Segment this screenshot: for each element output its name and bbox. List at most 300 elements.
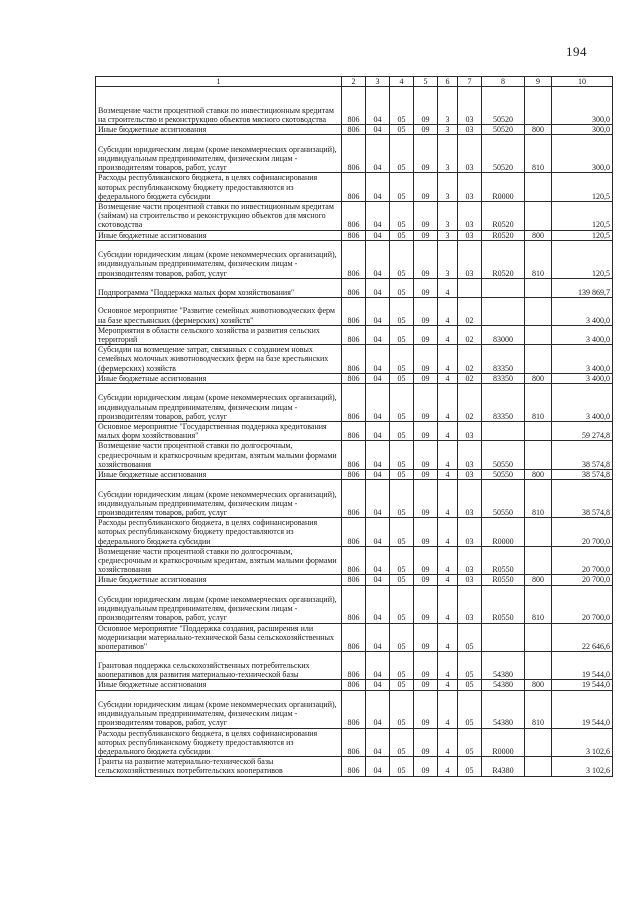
code-subsection: 05: [390, 690, 414, 728]
table-row: [96, 690, 613, 728]
code-subprogram: 4: [438, 757, 458, 776]
row-amount: 300,0: [552, 125, 613, 135]
code-direction: R0000: [482, 728, 525, 757]
table-row: [96, 480, 613, 518]
column-header: 9: [525, 77, 552, 87]
code-section: 04: [366, 690, 390, 728]
column-header: 3: [366, 77, 390, 87]
code-expense-type: [525, 422, 552, 441]
code-section: 04: [366, 422, 390, 441]
code-direction: 54380: [482, 690, 525, 728]
code-expense-type: [525, 173, 552, 202]
code-section: 04: [366, 135, 390, 173]
code-ministry: 806: [342, 575, 366, 585]
code-section: 04: [366, 441, 390, 470]
code-subprogram: 3: [438, 230, 458, 240]
code-subsection: 05: [390, 278, 414, 297]
table-row: [96, 230, 613, 240]
code-program: 09: [414, 325, 438, 344]
code-subprogram: 4: [438, 278, 458, 297]
code-event: 05: [458, 623, 482, 652]
column-header: 1: [96, 77, 342, 87]
row-amount: 300,0: [552, 87, 613, 125]
code-subsection: 05: [390, 585, 414, 623]
row-amount: 300,0: [552, 135, 613, 173]
code-subprogram: 4: [438, 623, 458, 652]
code-section: 04: [366, 757, 390, 776]
code-program: 09: [414, 652, 438, 680]
code-program: 09: [414, 230, 438, 240]
code-expense-type: 800: [525, 680, 552, 690]
code-ministry: 806: [342, 585, 366, 623]
code-program: 09: [414, 585, 438, 623]
table-row: [96, 546, 613, 575]
code-program: 09: [414, 373, 438, 383]
code-event: 02: [458, 297, 482, 325]
code-subsection: 05: [390, 652, 414, 680]
table-row: [96, 384, 613, 422]
table-row: [96, 422, 613, 441]
row-description: Расходы республиканского бюджета, в целях софинансирования которых республиканскому бюджету предоставляются из федерального бюджета субсидии: [96, 728, 342, 757]
row-amount: 20 700,0: [552, 518, 613, 547]
code-ministry: 806: [342, 297, 366, 325]
code-event: 02: [458, 325, 482, 344]
code-ministry: 806: [342, 728, 366, 757]
code-ministry: 806: [342, 546, 366, 575]
code-subsection: 05: [390, 297, 414, 325]
code-ministry: 806: [342, 345, 366, 374]
code-subsection: 05: [390, 575, 414, 585]
code-subprogram: 4: [438, 345, 458, 374]
code-ministry: 806: [342, 652, 366, 680]
code-ministry: 806: [342, 135, 366, 173]
code-event: 03: [458, 441, 482, 470]
code-subsection: 05: [390, 202, 414, 231]
table-row: [96, 757, 613, 776]
code-expense-type: [525, 546, 552, 575]
code-program: 09: [414, 384, 438, 422]
row-amount: 19 544,0: [552, 680, 613, 690]
code-subprogram: 4: [438, 652, 458, 680]
row-description: Основное мероприятие "Государственная поддержка кредитования малых форм хозяйствования": [96, 422, 342, 441]
table-row: [96, 652, 613, 680]
code-subsection: 05: [390, 230, 414, 240]
code-subprogram: 4: [438, 470, 458, 480]
code-event: 05: [458, 680, 482, 690]
code-event: 05: [458, 757, 482, 776]
code-program: 09: [414, 518, 438, 547]
row-description: Мероприятия в области сельского хозяйства и развития сельских территорий: [96, 325, 342, 344]
code-program: 09: [414, 480, 438, 518]
row-description: Субсидии юридическим лицам (кроме некоммерческих организаций), индивидуальным предпринимателям, физическим лицам - производителям товаров, работ, услуг: [96, 480, 342, 518]
code-ministry: 806: [342, 441, 366, 470]
code-section: 04: [366, 470, 390, 480]
code-expense-type: [525, 325, 552, 344]
code-event: 02: [458, 384, 482, 422]
row-amount: 19 544,0: [552, 652, 613, 680]
row-description: Субсидии на возмещение затрат, связанных с созданием новых семейных молочных животноводческих ферм на базе крестьянских (фермерских) хозяйств: [96, 345, 342, 374]
table-row: [96, 441, 613, 470]
table-header-row: [96, 77, 613, 87]
code-ministry: 806: [342, 373, 366, 383]
code-subprogram: 4: [438, 373, 458, 383]
code-section: 04: [366, 546, 390, 575]
code-expense-type: [525, 652, 552, 680]
code-subprogram: 4: [438, 546, 458, 575]
code-subsection: 05: [390, 240, 414, 278]
code-subprogram: 4: [438, 585, 458, 623]
code-expense-type: 800: [525, 470, 552, 480]
code-expense-type: 800: [525, 575, 552, 585]
row-amount: 3 400,0: [552, 325, 613, 344]
code-subsection: 05: [390, 680, 414, 690]
code-direction: R4380: [482, 757, 525, 776]
code-subprogram: 4: [438, 325, 458, 344]
code-expense-type: [525, 623, 552, 652]
row-amount: 20 700,0: [552, 575, 613, 585]
code-section: 04: [366, 623, 390, 652]
code-expense-type: 810: [525, 480, 552, 518]
column-header: 8: [482, 77, 525, 87]
code-program: 09: [414, 546, 438, 575]
code-ministry: 806: [342, 680, 366, 690]
table-row: [96, 173, 613, 202]
code-section: 04: [366, 87, 390, 125]
code-subprogram: 4: [438, 384, 458, 422]
row-description: Иные бюджетные ассигнования: [96, 470, 342, 480]
code-expense-type: 800: [525, 373, 552, 383]
code-subsection: 05: [390, 373, 414, 383]
code-program: 09: [414, 202, 438, 231]
code-ministry: 806: [342, 325, 366, 344]
row-amount: 3 400,0: [552, 345, 613, 374]
code-event: 03: [458, 518, 482, 547]
code-section: 04: [366, 575, 390, 585]
code-subprogram: 4: [438, 728, 458, 757]
code-section: 04: [366, 230, 390, 240]
code-subsection: 05: [390, 757, 414, 776]
budget-table: [95, 76, 613, 777]
code-section: 04: [366, 373, 390, 383]
code-subsection: 05: [390, 325, 414, 344]
row-amount: 3 102,6: [552, 757, 613, 776]
code-direction: 83000: [482, 325, 525, 344]
code-direction: 50520: [482, 87, 525, 125]
code-section: 04: [366, 202, 390, 231]
row-description: Возмещение части процентной ставки по долгосрочным, среднесрочным и краткосрочным кредитам, взятым малыми формами хозяйствования: [96, 546, 342, 575]
row-description: Гранты на развитие материально-технической базы сельскохозяйственных потребительских кооперативов: [96, 757, 342, 776]
code-expense-type: [525, 757, 552, 776]
code-subprogram: 4: [438, 690, 458, 728]
code-event: 03: [458, 125, 482, 135]
code-section: 04: [366, 240, 390, 278]
code-ministry: 806: [342, 422, 366, 441]
table-row: [96, 575, 613, 585]
row-description: Субсидии юридическим лицам (кроме некоммерческих организаций), индивидуальным предпринимателям, физическим лицам - производителям товаров, работ, услуг: [96, 690, 342, 728]
code-event: 03: [458, 135, 482, 173]
code-subsection: 05: [390, 173, 414, 202]
code-ministry: 806: [342, 278, 366, 297]
row-description: Субсидии юридическим лицам (кроме некоммерческих организаций), индивидуальным предпринимателям, физическим лицам - производителям товаров, работ, услуг: [96, 240, 342, 278]
row-description: Возмещение части процентной ставки по долгосрочным, среднесрочным и краткосрочным кредитам, взятым малыми формами хозяйствования: [96, 441, 342, 470]
code-event: 05: [458, 690, 482, 728]
code-event: 05: [458, 652, 482, 680]
row-description: Возмещение части процентной ставки по инвестиционным кредитам на строительство и реконструкцию объектов мясного скотоводства: [96, 87, 342, 125]
code-event: 02: [458, 373, 482, 383]
code-section: 04: [366, 652, 390, 680]
code-event: 03: [458, 87, 482, 125]
table-row: [96, 87, 613, 125]
table-row: [96, 585, 613, 623]
code-expense-type: [525, 345, 552, 374]
code-subprogram: 3: [438, 202, 458, 231]
row-description: Субсидии юридическим лицам (кроме некоммерческих организаций), индивидуальным предпринимателям, физическим лицам - производителям товаров, работ, услуг: [96, 585, 342, 623]
row-description: Субсидии юридическим лицам (кроме некоммерческих организаций), индивидуальным предпринимателям, физическим лицам - производителям товаров, работ, услуг: [96, 384, 342, 422]
code-ministry: 806: [342, 518, 366, 547]
table-row: [96, 278, 613, 297]
code-program: 09: [414, 125, 438, 135]
row-amount: 120,5: [552, 240, 613, 278]
row-amount: 3 400,0: [552, 373, 613, 383]
code-direction: 50550: [482, 441, 525, 470]
row-description: Основное мероприятие "Развитие семейных животноводческих ферм на базе крестьянских (фермерских) хозяйств": [96, 297, 342, 325]
code-event: 03: [458, 173, 482, 202]
code-event: 03: [458, 470, 482, 480]
table-row: [96, 240, 613, 278]
code-subprogram: 4: [438, 575, 458, 585]
code-direction: [482, 278, 525, 297]
code-event: 03: [458, 422, 482, 441]
code-subprogram: 4: [438, 518, 458, 547]
code-event: 03: [458, 202, 482, 231]
row-amount: 38 574,8: [552, 441, 613, 470]
code-expense-type: 800: [525, 230, 552, 240]
code-event: 02: [458, 345, 482, 374]
column-header: 7: [458, 77, 482, 87]
code-subsection: 05: [390, 470, 414, 480]
code-direction: [482, 297, 525, 325]
code-expense-type: [525, 87, 552, 125]
code-subsection: 05: [390, 125, 414, 135]
code-expense-type: 800: [525, 125, 552, 135]
code-subprogram: 4: [438, 480, 458, 518]
row-amount: 19 544,0: [552, 690, 613, 728]
code-direction: 83350: [482, 345, 525, 374]
table-row: [96, 325, 613, 344]
code-subprogram: 4: [438, 422, 458, 441]
code-program: 09: [414, 575, 438, 585]
column-header: 4: [390, 77, 414, 87]
row-amount: 120,5: [552, 202, 613, 231]
code-subprogram: 4: [438, 441, 458, 470]
table-row: [96, 135, 613, 173]
row-description: Иные бюджетные ассигнования: [96, 373, 342, 383]
table-row: [96, 470, 613, 480]
row-amount: 120,5: [552, 230, 613, 240]
code-event: 03: [458, 480, 482, 518]
code-program: 09: [414, 87, 438, 125]
code-subprogram: 4: [438, 680, 458, 690]
code-ministry: 806: [342, 173, 366, 202]
code-direction: 54380: [482, 652, 525, 680]
code-program: 09: [414, 470, 438, 480]
row-amount: 3 102,6: [552, 728, 613, 757]
code-direction: R0000: [482, 173, 525, 202]
code-program: 09: [414, 278, 438, 297]
code-program: 09: [414, 345, 438, 374]
table-row: [96, 297, 613, 325]
row-amount: 38 574,8: [552, 480, 613, 518]
table-row: [96, 680, 613, 690]
row-description: Иные бюджетные ассигнования: [96, 680, 342, 690]
code-direction: R0550: [482, 575, 525, 585]
code-subsection: 05: [390, 518, 414, 547]
column-header: 2: [342, 77, 366, 87]
table-row: [96, 623, 613, 652]
code-program: 09: [414, 757, 438, 776]
code-expense-type: [525, 441, 552, 470]
code-expense-type: [525, 278, 552, 297]
code-section: 04: [366, 173, 390, 202]
code-ministry: 806: [342, 230, 366, 240]
code-expense-type: [525, 202, 552, 231]
code-event: 03: [458, 240, 482, 278]
code-direction: R0000: [482, 518, 525, 547]
column-header: 5: [414, 77, 438, 87]
row-amount: 38 574,8: [552, 470, 613, 480]
code-subprogram: 3: [438, 135, 458, 173]
row-amount: 22 646,6: [552, 623, 613, 652]
code-subsection: 05: [390, 728, 414, 757]
code-ministry: 806: [342, 202, 366, 231]
code-subprogram: 3: [438, 173, 458, 202]
table-row: [96, 728, 613, 757]
code-ministry: 806: [342, 470, 366, 480]
row-amount: 139 869,7: [552, 278, 613, 297]
code-direction: 50550: [482, 470, 525, 480]
code-section: 04: [366, 728, 390, 757]
code-subsection: 05: [390, 384, 414, 422]
code-expense-type: 810: [525, 384, 552, 422]
table-row: [96, 518, 613, 547]
code-direction: R0520: [482, 240, 525, 278]
code-subprogram: 3: [438, 240, 458, 278]
code-expense-type: 810: [525, 690, 552, 728]
code-direction: [482, 422, 525, 441]
code-section: 04: [366, 518, 390, 547]
row-description: Грантовая поддержка сельскохозяйственных потребительских кооперативов для развития материально-технической базы: [96, 652, 342, 680]
table-row: [96, 125, 613, 135]
code-direction: 50520: [482, 125, 525, 135]
code-ministry: 806: [342, 240, 366, 278]
row-description: Расходы республиканского бюджета, в целях софинансирования которых республиканскому бюджету предоставляются из федерального бюджета субсидии: [96, 173, 342, 202]
code-subprogram: 3: [438, 125, 458, 135]
code-subsection: 05: [390, 345, 414, 374]
code-program: 09: [414, 690, 438, 728]
code-subsection: 05: [390, 441, 414, 470]
row-amount: 20 700,0: [552, 546, 613, 575]
code-ministry: 806: [342, 757, 366, 776]
code-program: 09: [414, 173, 438, 202]
code-direction: 83350: [482, 384, 525, 422]
code-subprogram: 4: [438, 297, 458, 325]
code-section: 04: [366, 297, 390, 325]
code-program: 09: [414, 680, 438, 690]
code-subsection: 05: [390, 87, 414, 125]
code-expense-type: [525, 728, 552, 757]
code-program: 09: [414, 728, 438, 757]
code-expense-type: 810: [525, 585, 552, 623]
code-event: 05: [458, 728, 482, 757]
code-direction: R0520: [482, 230, 525, 240]
code-subsection: 05: [390, 135, 414, 173]
code-expense-type: 810: [525, 240, 552, 278]
row-amount: 20 700,0: [552, 585, 613, 623]
code-ministry: 806: [342, 480, 366, 518]
code-event: 03: [458, 585, 482, 623]
page-number: 194: [566, 44, 587, 59]
code-subsection: 05: [390, 480, 414, 518]
code-event: 03: [458, 575, 482, 585]
code-section: 04: [366, 278, 390, 297]
code-subsection: 05: [390, 623, 414, 652]
table-row: [96, 373, 613, 383]
code-direction: [482, 623, 525, 652]
row-amount: 120,5: [552, 173, 613, 202]
code-program: 09: [414, 135, 438, 173]
code-subsection: 05: [390, 546, 414, 575]
column-header: 6: [438, 77, 458, 87]
code-section: 04: [366, 480, 390, 518]
code-section: 04: [366, 325, 390, 344]
code-program: 09: [414, 422, 438, 441]
code-direction: 50550: [482, 480, 525, 518]
code-ministry: 806: [342, 690, 366, 728]
code-section: 04: [366, 384, 390, 422]
code-section: 04: [366, 585, 390, 623]
row-description: Возмещение части процентной ставки по инвестиционным кредитам (займам) на строительство и реконструкцию объектов для мясного скотоводства: [96, 202, 342, 231]
column-header: 10: [552, 77, 613, 87]
row-amount: 3 400,0: [552, 384, 613, 422]
code-ministry: 806: [342, 384, 366, 422]
code-expense-type: 810: [525, 135, 552, 173]
table-row: [96, 202, 613, 231]
code-direction: 83350: [482, 373, 525, 383]
code-section: 04: [366, 345, 390, 374]
code-ministry: 806: [342, 623, 366, 652]
row-amount: 59 274,8: [552, 422, 613, 441]
code-subprogram: 3: [438, 87, 458, 125]
code-program: 09: [414, 441, 438, 470]
row-amount: 3 400,0: [552, 297, 613, 325]
row-description: Иные бюджетные ассигнования: [96, 230, 342, 240]
code-program: 09: [414, 297, 438, 325]
code-event: [458, 278, 482, 297]
code-section: 04: [366, 125, 390, 135]
code-ministry: 806: [342, 125, 366, 135]
row-description: Расходы республиканского бюджета, в целях софинансирования которых республиканскому бюджету предоставляются из федерального бюджета субсидии: [96, 518, 342, 547]
row-description: Подпрограмма "Поддержка малых форм хозяйствования": [96, 278, 342, 297]
code-expense-type: [525, 297, 552, 325]
row-description: Субсидии юридическим лицам (кроме некоммерческих организаций), индивидуальным предпринимателям, физическим лицам - производителям товаров, работ, услуг: [96, 135, 342, 173]
code-direction: R0520: [482, 202, 525, 231]
code-direction: 54380: [482, 680, 525, 690]
code-ministry: 806: [342, 87, 366, 125]
code-expense-type: [525, 518, 552, 547]
code-event: 03: [458, 230, 482, 240]
code-program: 09: [414, 240, 438, 278]
code-subsection: 05: [390, 422, 414, 441]
